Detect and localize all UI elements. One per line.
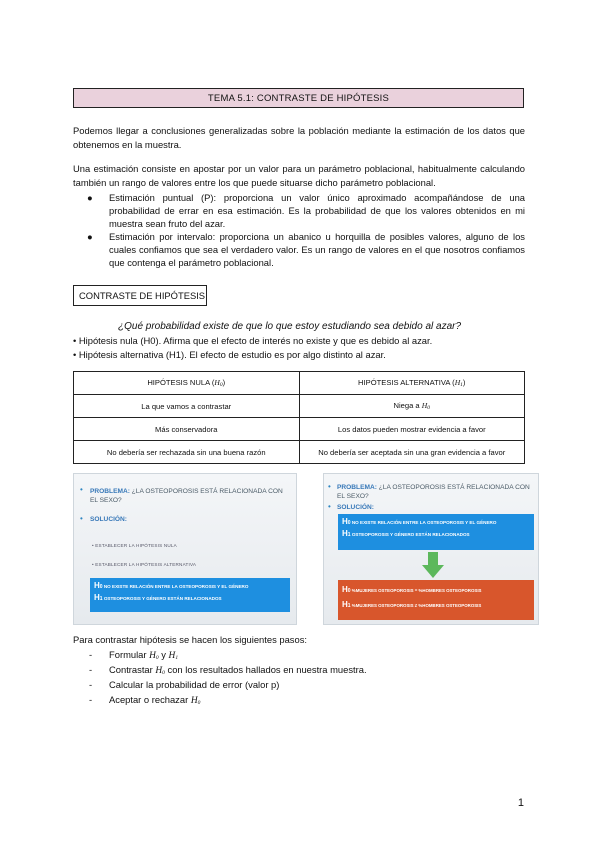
table-header-row (74, 372, 525, 395)
dash-bullet-icon: - (89, 679, 93, 690)
step-item: - Calcular la probabilidad de error (valor p) (89, 679, 280, 690)
steps-intro: Para contrastar hipótesis se hacen los siguientes pasos: (73, 634, 307, 645)
intro-paragraph: Podemos llegar a conclusiones generalizadas sobre la población mediante la estimación de los datos que obtenemos en la muestra. (73, 125, 525, 150)
slide-problem: PROBLEMA: ¿LA OSTEOPOROSIS ESTÁ RELACIONADA CON EL SEXO? (337, 484, 530, 500)
dash-bullet-icon: - (89, 694, 93, 705)
slide-h1-formula: H1 %MUJERES OSTEOPOROSIS ≠ %HOMBRES OSTEOPOROSIS (342, 600, 482, 609)
estimation-paragraph: Una estimación consiste en apostar por un valor para un parámetro poblacional, habitualmente calculando también un rango de valores entre los que puede situarse dicho parámetro poblacional. (73, 163, 525, 188)
table-cell: No debería ser rechazada sin una buena razón (74, 441, 300, 464)
key-question: ¿Qué probabilidad existe de que lo que estoy estudiando sea debido al azar? (118, 321, 462, 332)
slide-h1-line: H1 OSTEOPOROSIS Y GÉNERO ESTÁN RELACIONADOS (94, 593, 222, 602)
slide-solution-label: SOLUCIÓN: (337, 504, 374, 511)
slide-solution-formulas (323, 473, 539, 625)
slide-bullet-icon: • (328, 482, 331, 491)
section-title (73, 285, 207, 306)
down-arrow-icon (422, 552, 444, 578)
estimation-bullets (73, 191, 525, 269)
bullet-text: Estimación puntual (P): proporciona un valor único aproximado acompañándose de una probabilidad de errar en esa estimación. Es la probabilidad de que los valores obtenidos en mi muestra sean fruto del azar. (109, 192, 525, 229)
step-item: - Contrastar H0 con los resultados hallados en nuestra muestra. (89, 664, 367, 676)
slide-h1-line: H1 OSTEOPOROSIS Y GÉNERO ESTÁN RELACIONADOS (342, 529, 470, 538)
slide-hypotheses-box (90, 578, 290, 612)
alt-hypothesis-line: • Hipótesis alternativa (H1). El efecto de estudio es por algo distinto al azar. (73, 349, 386, 360)
steps-section (73, 632, 525, 707)
header-null: HIPÓTESIS NULA (H0) (74, 372, 300, 395)
table-cell: La que vamos a contrastar (74, 395, 300, 418)
bullet-dot-icon: ● (87, 231, 93, 242)
bullet-point-estimate (73, 191, 525, 230)
dash-bullet-icon: - (89, 649, 93, 660)
slide-step-null: • ESTABLECER LA HIPÓTESIS NULA (92, 543, 177, 548)
page-title-text: TEMA 5.1: CONTRASTE DE HIPÓTESIS (207, 92, 390, 104)
bullet-interval-estimate (73, 230, 525, 269)
slide-formula-box (338, 580, 534, 620)
slide-problem: PROBLEMA: ¿LA OSTEOPOROSIS ESTÁ RELACIONADA CON EL SEXO? (90, 488, 283, 504)
hypothesis-table (73, 371, 525, 464)
slide-h0-formula: H0 %MUJERES OSTEOPOROSIS = %HOMBRES OSTEOPOROSIS (342, 585, 482, 594)
page-title (73, 88, 524, 108)
slide-step-alt: • ESTABLECER LA HIPÓTESIS ALTERNATIVA (92, 562, 197, 567)
slide-h0-line: H0 NO EXISTE RELACIÓN ENTRE LA OSTEOPOROSIS Y EL GÉNERO (94, 581, 249, 590)
table-row (74, 395, 525, 418)
step-item: - Formular H0 y H1 (89, 649, 179, 661)
slide-bullet-icon: • (80, 485, 83, 494)
table-row (74, 418, 525, 441)
bullet-dot-icon: ● (87, 192, 93, 203)
slide-problem-steps (73, 473, 297, 625)
null-hypothesis-line: • Hipótesis nula (H0). Afirma que el efecto de interés no existe y que es debido al azar. (73, 335, 433, 346)
bullet-text: Estimación por intervalo: proporciona un abanico u horquilla de posibles valores, alguno de los cuales confiamos que sea el verdadero valor. Es un rango de valores en el que nosotros confiamos que contenga el parámetro poblacional. (109, 231, 525, 268)
section-title-text: CONTRASTE DE HIPÓTESIS (79, 290, 206, 301)
header-alt: HIPÓTESIS ALTERNATIVA (H1) (299, 372, 525, 395)
step-item: - Aceptar o rechazar H0 (89, 694, 201, 706)
table-cell: Niega a H0 (299, 395, 525, 418)
slide-bullet-icon: • (80, 514, 83, 523)
table-row (74, 441, 525, 464)
dash-bullet-icon: - (89, 664, 93, 675)
slide-bullet-icon: • (328, 502, 331, 511)
slide-hypotheses-box (338, 514, 534, 550)
table-cell: Más conservadora (74, 418, 300, 441)
table-cell: Los datos pueden mostrar evidencia a favor (299, 418, 525, 441)
slide-solution-label: SOLUCIÓN: (90, 516, 127, 523)
table-cell: No debería ser aceptada sin una gran evidencia a favor (299, 441, 525, 464)
slide-h0-line: H0 NO EXISTE RELACIÓN ENTRE LA OSTEOPOROSIS Y EL GÉNERO (342, 517, 497, 526)
page-number: 1 (517, 797, 524, 809)
